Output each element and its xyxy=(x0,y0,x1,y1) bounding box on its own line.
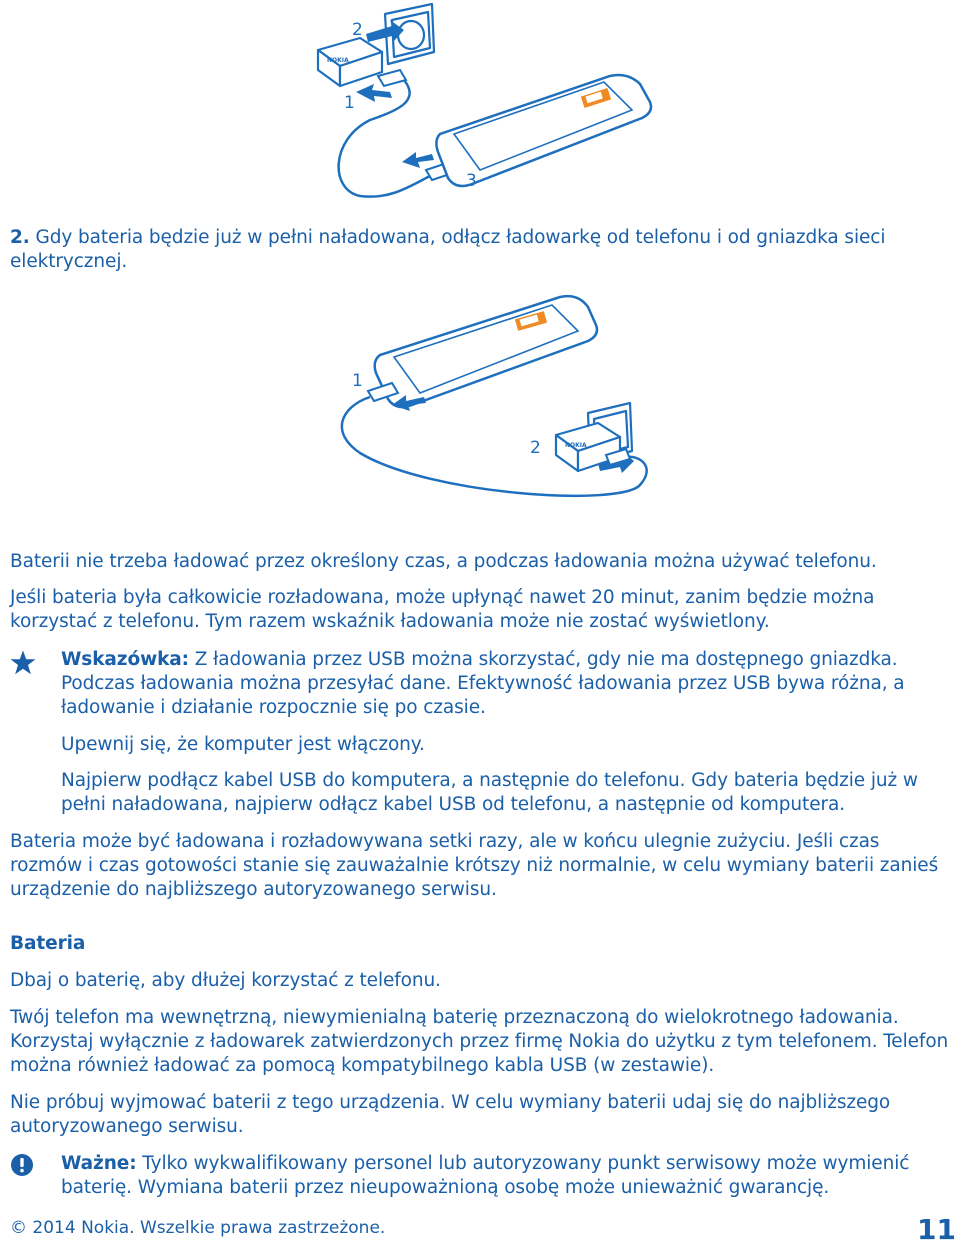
paragraph: Bateria może być ładowana i rozładowywana setki razy, ale w końcu ulegnie zużyciu. Jeśli czas rozmów i czas gotowości stanie się zauważalnie krótszy niż normalnie, w celu wymiany baterii zanieś urządzenie do najbliższego autoryzowanego serwisu. xyxy=(10,831,939,900)
important-label: Ważne: xyxy=(61,1153,137,1174)
important-text: Tylko wykwalifikowany personel lub autoryzowany punkt serwisowy może wymienić baterię. Wymiana baterii przez nieupoważnioną osobę może unieważnić gwarancję. xyxy=(61,1153,910,1198)
illustration-unplugging xyxy=(0,285,960,530)
important-paragraph xyxy=(61,1152,936,1200)
paragraph: Nie próbuj wyjmować baterii z tego urządzenia. W celu wymiany baterii udaj się do najbliższego autoryzowanego serwisu. xyxy=(10,1092,891,1137)
charger-icon xyxy=(318,38,382,86)
svg-text:1: 1 xyxy=(352,371,363,391)
copyright: © 2014 Nokia. Wszelkie prawa zastrzeżone. xyxy=(10,1218,386,1238)
svg-text:3: 3 xyxy=(466,171,477,191)
tip-line: Najpierw podłącz kabel USB do komputera, a następnie do telefonu. Gdy bateria będzie już w pełni naładowana, najpierw odłącz kabel USB od telefonu, a następnie od komputera. xyxy=(61,770,918,815)
page-number: 11 xyxy=(917,1213,956,1246)
tip-line: Upewnij się, że komputer jest włączony. xyxy=(61,734,425,755)
phone-icon xyxy=(436,75,651,186)
paragraph: Dbaj o baterię, aby dłużej korzystać z telefonu. xyxy=(10,970,441,991)
svg-text:2: 2 xyxy=(352,20,363,40)
tip-label: Wskazówka: xyxy=(61,649,189,670)
warning-icon xyxy=(10,1153,34,1177)
section-heading: Bateria xyxy=(10,933,86,954)
paragraph: Twój telefon ma wewnętrzną, niewymienialną baterię przeznaczoną do wielokrotnego ładowania. Korzystaj wyłącznie z ładowarek zatwierdzonych przez firmę Nokia do użytku z tym telefonem. Telefon można również ładować za pomocą kompatybilnego kabla USB (w zestawie). xyxy=(10,1007,949,1076)
step-2 xyxy=(10,226,956,274)
svg-text:NOKIA: NOKIA xyxy=(565,442,587,449)
paragraph: Baterii nie trzeba ładować przez określony czas, a podczas ładowania można używać telefonu. xyxy=(10,551,877,572)
tip-text: Z ładowania przez USB można skorzystać, gdy nie ma dostępnego gniazdka. Podczas ładowania można przesyłać dane. Efektywność ładowania przez USB bywa różna, a ładowanie i działanie rozpocznie się po czasie. xyxy=(61,649,905,718)
svg-text:1: 1 xyxy=(344,93,355,113)
svg-text:NOKIA: NOKIA xyxy=(327,57,349,64)
step-text: Gdy bateria będzie już w pełni naładowana, odłącz ładowarkę od telefonu i od gniazdka sieci elektrycznej. xyxy=(10,227,886,272)
step-number: 2. xyxy=(10,227,30,248)
star-icon xyxy=(8,648,38,678)
svg-text:2: 2 xyxy=(530,438,541,458)
paragraph: Jeśli bateria była całkowicie rozładowana, może upłynąć nawet 20 minut, zanim będzie można korzystać z telefonu. Tym razem wskaźnik ładowania może nie zostać wyświetlony. xyxy=(10,587,875,632)
illustration-charging xyxy=(0,0,960,215)
tip-paragraph xyxy=(61,648,936,720)
phone-icon xyxy=(375,296,597,407)
